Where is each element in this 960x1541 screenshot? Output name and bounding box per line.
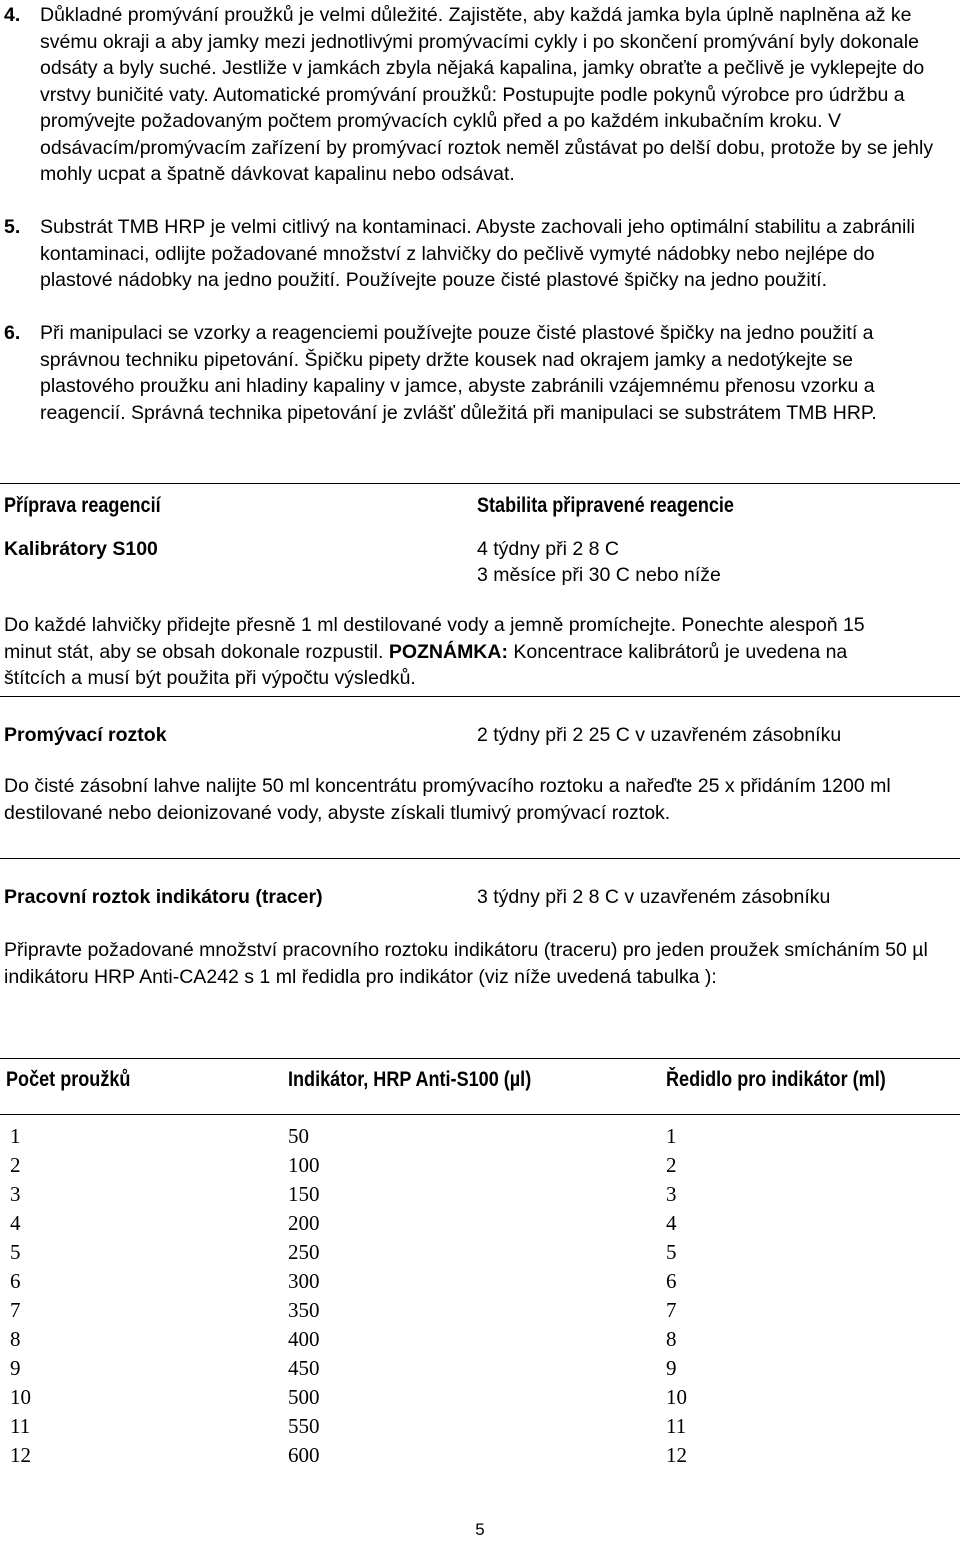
section-divider <box>0 858 960 859</box>
tracer-volume-cell: 50 <box>288 1124 309 1148</box>
table-header-rule <box>0 1114 960 1115</box>
calibrators-instruction-text: Do každé lahvičky přidejte přesně 1 ml destilované vody a jemně promíchejte. Ponechte alespoň 15 minut stát, aby se obsah dokonale rozpustil. <box>4 614 865 663</box>
step-number: 4. <box>4 4 21 26</box>
table-row <box>4 1124 944 1153</box>
calibrators-instructions <box>4 612 904 692</box>
table-top-rule <box>0 1058 960 1059</box>
tracer-volume-cell: 550 <box>288 1414 320 1438</box>
diluent-volume-cell: 5 <box>666 1240 677 1264</box>
strip-count-cell: 3 <box>10 1182 21 1206</box>
table-row <box>4 1182 944 1211</box>
tracer-volume-cell: 450 <box>288 1356 320 1380</box>
page-number: 5 <box>475 1520 485 1539</box>
diluent-volume-cell: 10 <box>666 1385 687 1409</box>
strip-count-cell: 11 <box>10 1414 31 1438</box>
table-row <box>4 1153 944 1182</box>
table-row <box>4 1443 944 1472</box>
tracer-volume-cell: 250 <box>288 1240 320 1264</box>
stability-header: Stabilita připravené reagencie <box>477 494 734 517</box>
step-5 <box>4 214 944 294</box>
table-row <box>4 1327 944 1356</box>
tracer-stability: 3 týdny při 2 8 C v uzavřeném zásobníku <box>477 886 831 908</box>
calibrators-note-text: Koncentrace kalibrátorů je uvedena na štítcích a musí být použita při výpočtu výsledků. <box>4 640 848 689</box>
table-header-tracer: Indikátor, HRP Anti-S100 (µl) <box>288 1068 532 1091</box>
table-row <box>4 1269 944 1298</box>
section-divider <box>0 696 960 697</box>
note-label: POZNÁMKA: <box>388 640 508 663</box>
section-divider <box>0 483 960 484</box>
diluent-volume-cell: 3 <box>666 1182 677 1206</box>
strip-count-cell: 2 <box>10 1153 21 1177</box>
strip-count-cell: 9 <box>10 1356 21 1380</box>
tracer-volume-cell: 100 <box>288 1153 320 1177</box>
tracer-instructions: Připravte požadované množství pracovního roztoku indikátoru (traceru) pro jeden proužek smícháním 50 µl indikátoru HRP Anti-CA242 s 1 ml ředidla pro indikátor (viz níže uvedená tabulka ): <box>4 939 928 988</box>
diluent-volume-cell: 4 <box>666 1211 677 1235</box>
tracer-volume-cell: 350 <box>288 1298 320 1322</box>
table-row <box>4 1240 944 1269</box>
strip-count-cell: 10 <box>10 1385 31 1409</box>
table-row <box>4 1414 944 1443</box>
strip-count-cell: 6 <box>10 1269 21 1293</box>
diluent-volume-cell: 11 <box>666 1414 687 1438</box>
diluent-volume-cell: 6 <box>666 1269 677 1293</box>
calibrators-label: Kalibrátory S100 <box>4 538 158 560</box>
strip-count-cell: 4 <box>10 1211 21 1235</box>
calibrators-stability-2: 3 měsíce při 30 C nebo níže <box>477 564 721 586</box>
wash-solution-instructions: Do čisté zásobní lahve nalijte 50 ml koncentrátu promývacího roztoku a nařeďte 25 x přidáním 1200 ml destilované nebo deionizované vody, abyste získali tlumivý promývací roztok. <box>4 775 891 824</box>
tracer-volume-cell: 500 <box>288 1385 320 1409</box>
wash-solution-label: Promývací roztok <box>4 724 167 746</box>
step-6 <box>4 320 944 426</box>
step-number: 6. <box>4 322 21 344</box>
step-text: Důkladné promývání proužků je velmi důležité. Zajistěte, aby každá jamka byla úplně naplněna až ke svému okraji a aby jamky mezi jednotlivými promývacími cykly i po skončení promývání byly dokonale odsáty a byly suché. Jestliže v jamkách zbyla nějaká kapalina, jamky obraťte a pečlivě je vyklepejte do vrstvy buničité vaty. Automatické promývání proužků: Postupujte podle pokynů výrobce pro údržbu a promývejte požadovaným počtem promývacích cyklů před a po každém inkubačním kroku. V odsávacím/promývacím zařízení by promývací roztok neměl zůstávat po delší dobu, protože by se jehly mohly ucpat a špatně dávkovat kapalinu nebo odsávat. <box>40 4 934 185</box>
table-row <box>4 1298 944 1327</box>
tracer-volume-cell: 600 <box>288 1443 320 1467</box>
diluent-volume-cell: 9 <box>666 1356 677 1380</box>
strip-count-cell: 1 <box>10 1124 21 1148</box>
strip-count-cell: 7 <box>10 1298 21 1322</box>
diluent-volume-cell: 2 <box>666 1153 677 1177</box>
step-4 <box>4 2 944 188</box>
strip-count-cell: 5 <box>10 1240 21 1264</box>
step-number: 5. <box>4 216 21 238</box>
diluent-volume-cell: 1 <box>666 1124 677 1148</box>
table-header-diluent: Ředidlo pro indikátor (ml) <box>666 1068 886 1091</box>
wash-solution-stability: 2 týdny při 2 25 C v uzavřeném zásobníku <box>477 724 842 746</box>
table-row <box>4 1356 944 1385</box>
tracer-label: Pracovní roztok indikátoru (tracer) <box>4 886 323 908</box>
tracer-volume-cell: 150 <box>288 1182 320 1206</box>
diluent-volume-cell: 12 <box>666 1443 687 1467</box>
diluent-volume-cell: 7 <box>666 1298 677 1322</box>
table-row <box>4 1211 944 1240</box>
strip-count-cell: 12 <box>10 1443 31 1467</box>
prep-header: Příprava reagencií <box>4 494 161 517</box>
diluent-volume-cell: 8 <box>666 1327 677 1351</box>
table-row <box>4 1385 944 1414</box>
table-header-strips: Počet proužků <box>6 1068 131 1091</box>
step-text: Substrát TMB HRP je velmi citlivý na kontaminaci. Abyste zachovali jeho optimální stabilitu a zabránili kontaminaci, odlijte požadované množství z lahvičky do pečlivě vymyté nádobky nebo nejlépe do plastové nádobky na jedno použití. Používejte pouze čisté plastové špičky na jedno použití. <box>40 216 916 291</box>
strip-count-cell: 8 <box>10 1327 21 1351</box>
tracer-volume-cell: 400 <box>288 1327 320 1351</box>
calibrators-stability-1: 4 týdny při 2 8 C <box>477 538 619 560</box>
step-text: Při manipulaci se vzorky a reagenciemi používejte pouze čisté plastové špičky na jedno použití a správnou techniku pipetování. Špičku pipety držte kousek nad okrajem jamky a nedotýkejte se plastového proužku ani hladiny kapaliny v jamce, abyste zabránili vzájemnému přenosu vzorku a reagencií. Správná technika pipetování je zvlášť důležitá při manipulaci se substrátem TMB HRP. <box>40 322 877 424</box>
tracer-volume-cell: 200 <box>288 1211 320 1235</box>
tracer-volume-cell: 300 <box>288 1269 320 1293</box>
